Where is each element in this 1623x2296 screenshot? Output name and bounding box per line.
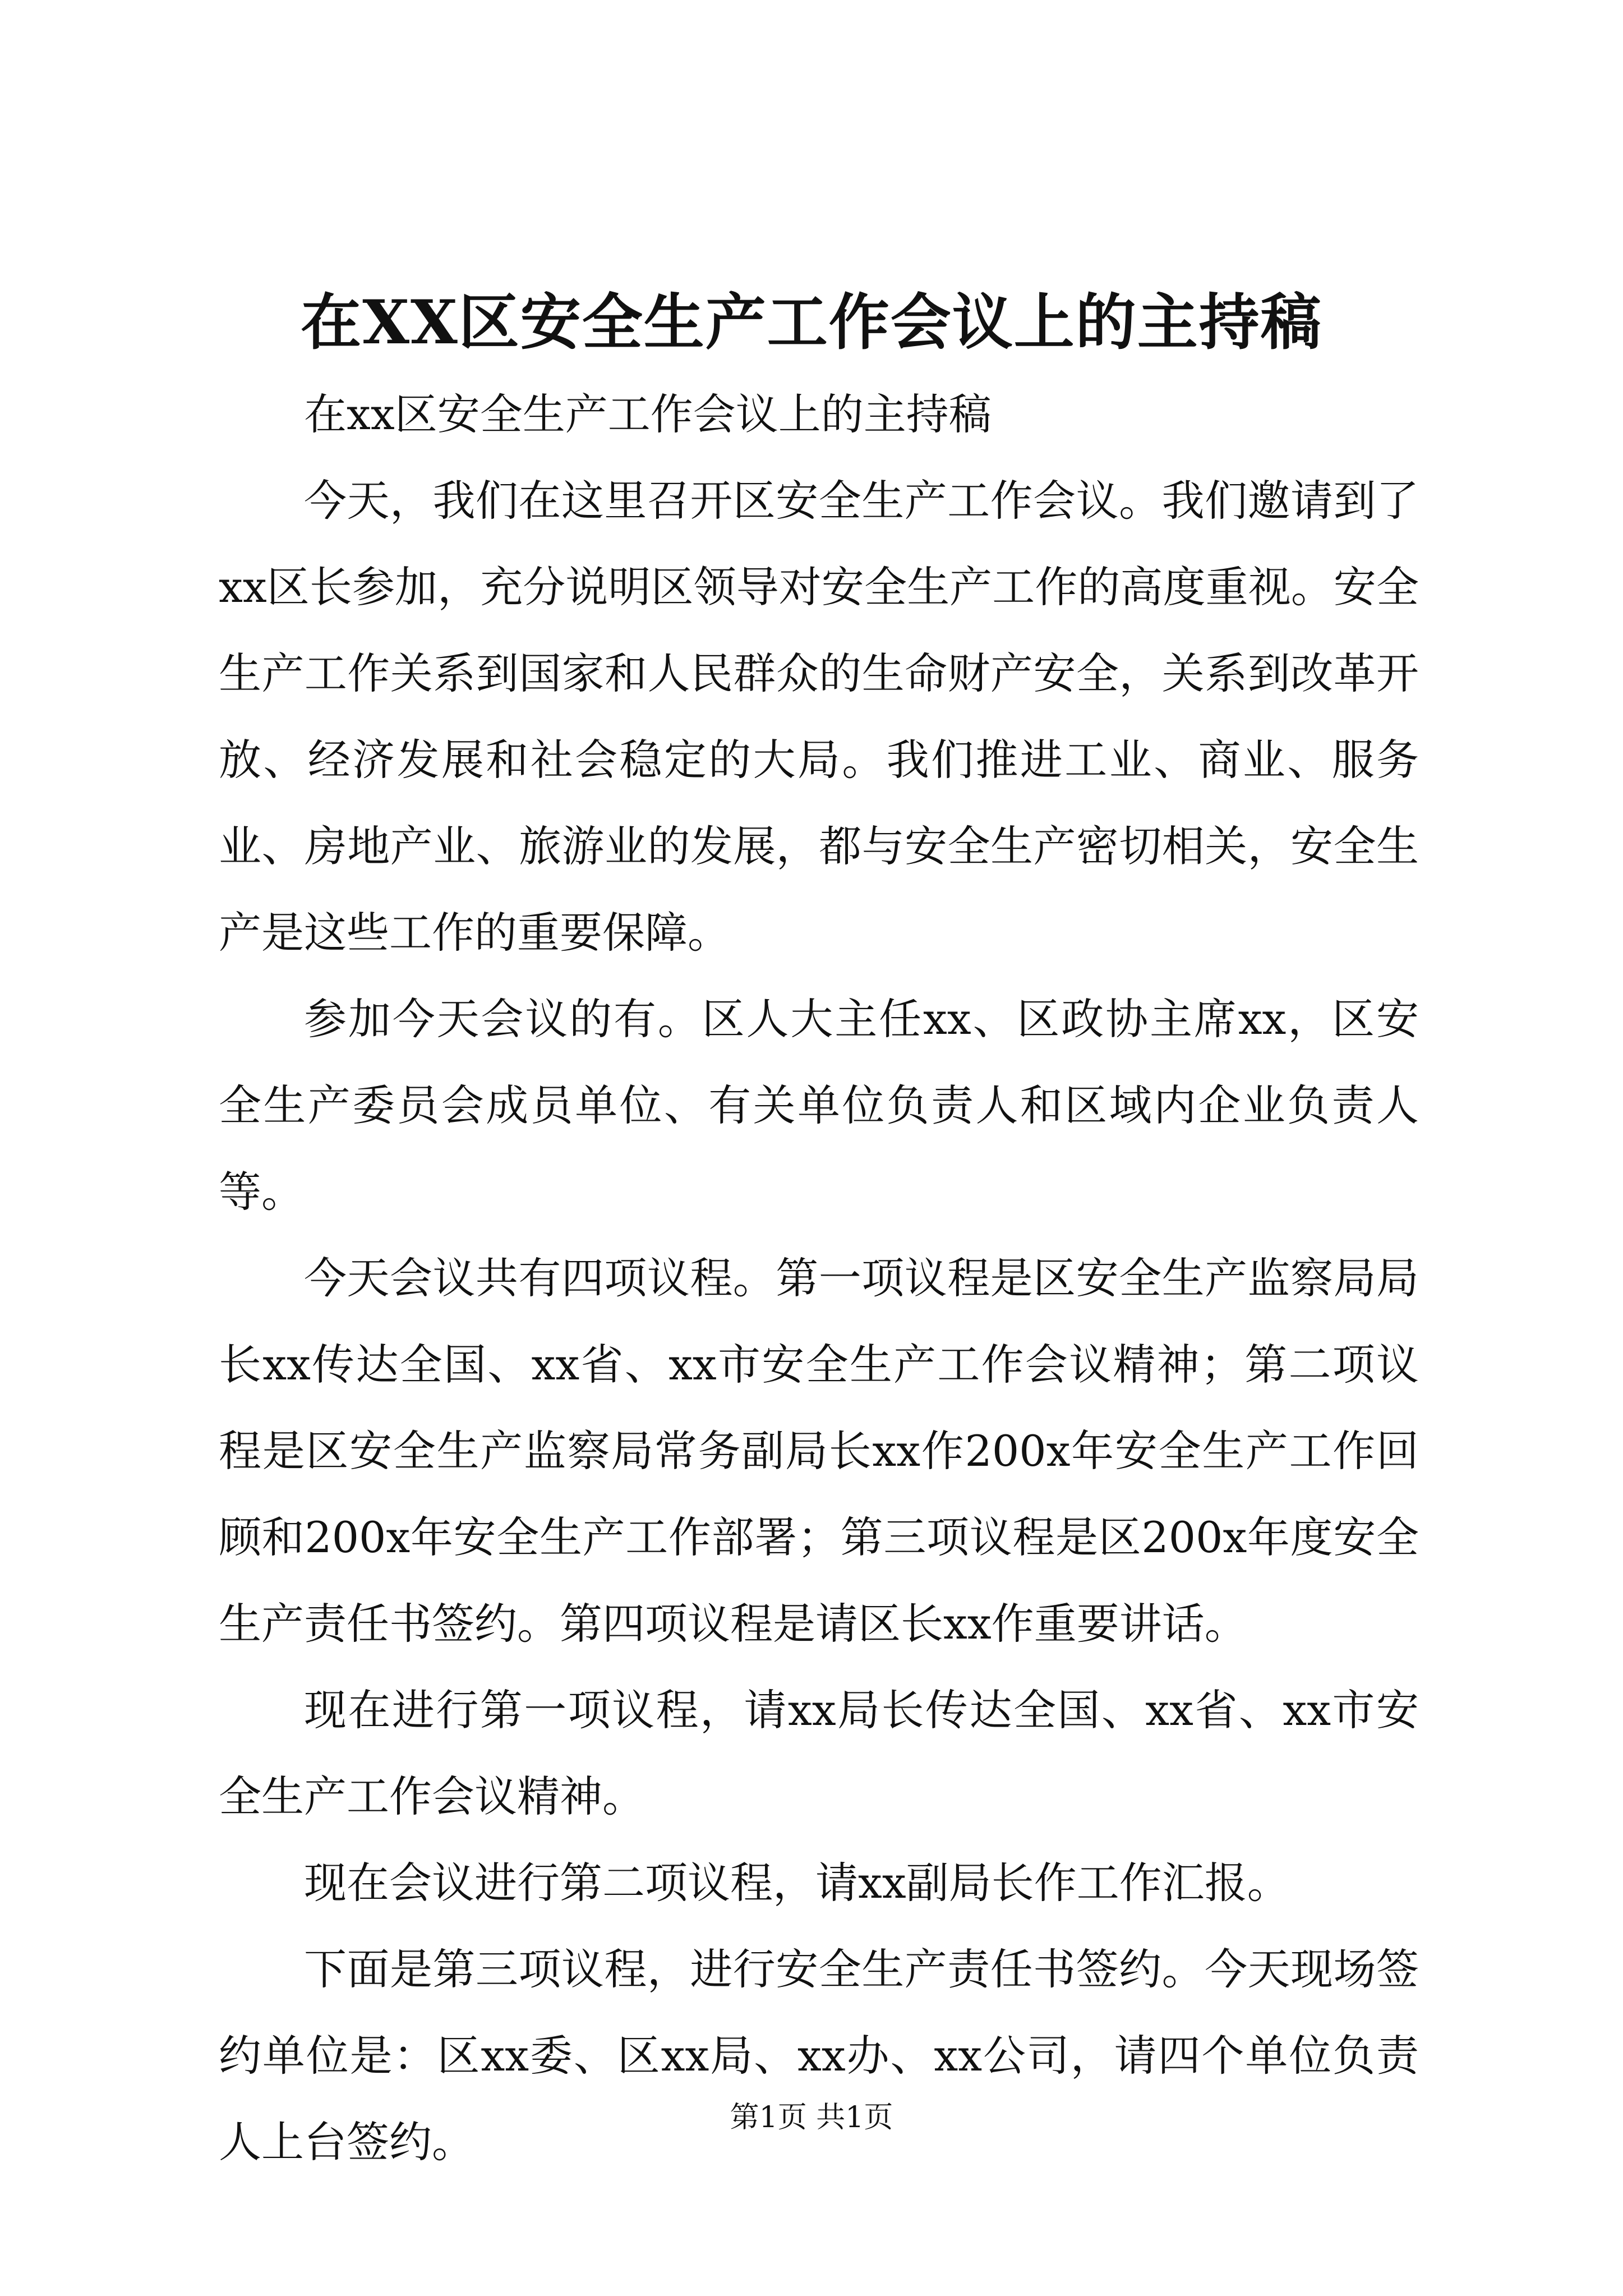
paragraph-agenda-item-3: 下面是第三项议程，进行安全生产责任书签约。今天现场签约单位是：区xx委、区xx局、xx办、xx公司，请四个单位负责人上台签约。 <box>219 1944 1419 2167</box>
paragraph-attendees: 参加今天会议的有。区人大主任xx、区政协主席xx，区安全生产委员会成员单位、有关单位负责人和区域内企业负责人等。 <box>219 994 1419 1217</box>
paragraph-agenda-item-2: 现在会议进行第二项议程，请xx副局长作工作汇报。 <box>304 1858 1290 1908</box>
paragraph-agenda-item-1: 现在进行第一项议程，请xx局长传达全国、xx省、xx市安全生产工作会议精神。 <box>219 1685 1419 1821</box>
page-number-footer: 第1页 共1页 <box>730 2101 893 2134</box>
document-title: 在XX区安全生产工作会议上的主持稿 <box>301 287 1322 358</box>
paragraph-opening: 今天，我们在这里召开区安全生产工作会议。我们邀请到了xx区长参加，充分说明区领导对安全生产工作的高度重视。安全生产工作关系到国家和人民群众的生命财产安全，关系到改革开放、经济发展和社会稳定的大局。我们推进工业、商业、服务业、房地产业、旅游业的发展，都与安全生产密切相关，安全生产是这些工作的重要保障。 <box>219 476 1419 958</box>
paragraph-subtitle: 在xx区安全生产工作会议上的主持稿 <box>304 389 992 439</box>
document-body <box>219 371 1419 2185</box>
paragraph-agenda: 今天会议共有四项议程。第一项议程是区安全生产监察局局长xx传达全国、xx省、xx市安全生产工作会议精神；第二项议程是区安全生产监察局常务副局长xx作200x年安全生产工作回顾和200x年安全生产工作部署；第三项议程是区200x年度安全生产责任书签约。第四项议程是请区长xx作重要讲话。 <box>219 1253 1419 1649</box>
